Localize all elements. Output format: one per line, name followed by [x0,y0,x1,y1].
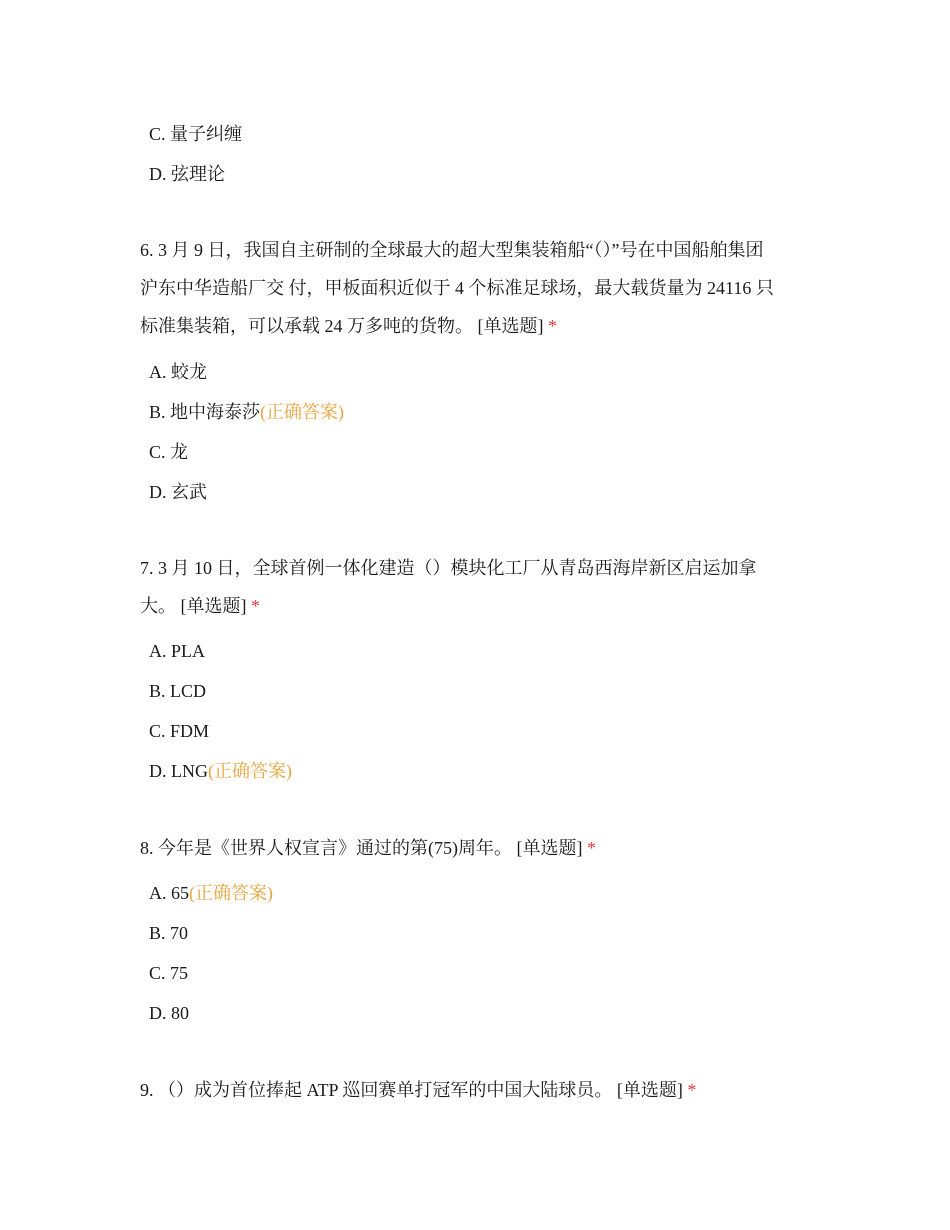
question-stem-text: 9. （）成为首位捧起 ATP 巡回赛单打冠军的中国大陆球员。 [单选题] [140,1080,683,1100]
option-q6-c [149,440,188,464]
option-label: B. 70 [149,923,189,943]
required-asterisk: * [251,596,260,616]
option-q8-d [149,1001,189,1025]
option-label: B. LCD [149,681,207,701]
option-q6-a [149,360,207,384]
correct-answer-note: (正确答案) [260,402,345,422]
option-q7-a [149,639,205,663]
option-label: A. 65 [149,883,189,903]
option-label: D. LNG [149,761,208,781]
option-q5-d [149,162,225,186]
option-q6-d [149,480,207,504]
option-q5-c [149,122,242,146]
option-label: C. FDM [149,721,210,741]
question-7-stem-line-2 [140,594,260,618]
question-6-stem-line-3 [140,314,557,338]
question-9-stem-line-1 [140,1078,696,1102]
question-6-stem-line-2: 沪东中华造船厂交 付，甲板面积近似于 4 个标准足球场，最大载货量为 24116 只 [140,278,774,298]
required-asterisk: * [586,838,596,858]
required-asterisk: * [548,316,557,336]
option-label: C. 量子纠缠 [149,124,243,144]
option-label: D. 弦理论 [149,164,225,184]
option-q8-a [149,881,273,905]
question-stem-text: 8. 今年是《世界人权宣言》通过的第(75)周年。 [单选题] [140,838,583,858]
option-label: C. 75 [149,963,189,983]
option-q6-b [149,400,344,424]
question-6-stem-line-1: 6. 3 月 9 日，我国自主研制的全球最大的超大型集装箱船“（）”号在中国船舶集团 [140,240,764,260]
correct-answer-note: (正确答案) [189,883,273,903]
option-q7-b [149,679,206,703]
option-q8-b [149,921,188,945]
option-label: B. 地中海泰莎 [149,402,261,422]
question-7-stem-line-1: 7. 3 月 10 日，全球首例一体化建造（）模块化工厂从青岛西海岸新区启运加拿 [140,558,757,578]
option-q8-c [149,961,188,985]
option-label: D. 80 [149,1003,189,1023]
correct-answer-note: (正确答案) [208,761,292,781]
option-q7-d [149,759,292,783]
question-stem-text: 标准集装箱，可以承载 24 万多吨的货物。 [单选题] [140,316,544,336]
question-8-stem-line-1 [140,836,596,860]
option-label: D. 玄武 [149,482,207,502]
question-stem-text: 大。 [单选题] [140,596,247,616]
option-q7-c [149,719,209,743]
option-label: A. PLA [149,641,206,661]
required-asterisk: * [687,1080,697,1100]
option-label: C. 龙 [149,442,189,462]
option-label: A. 蛟龙 [149,362,207,382]
